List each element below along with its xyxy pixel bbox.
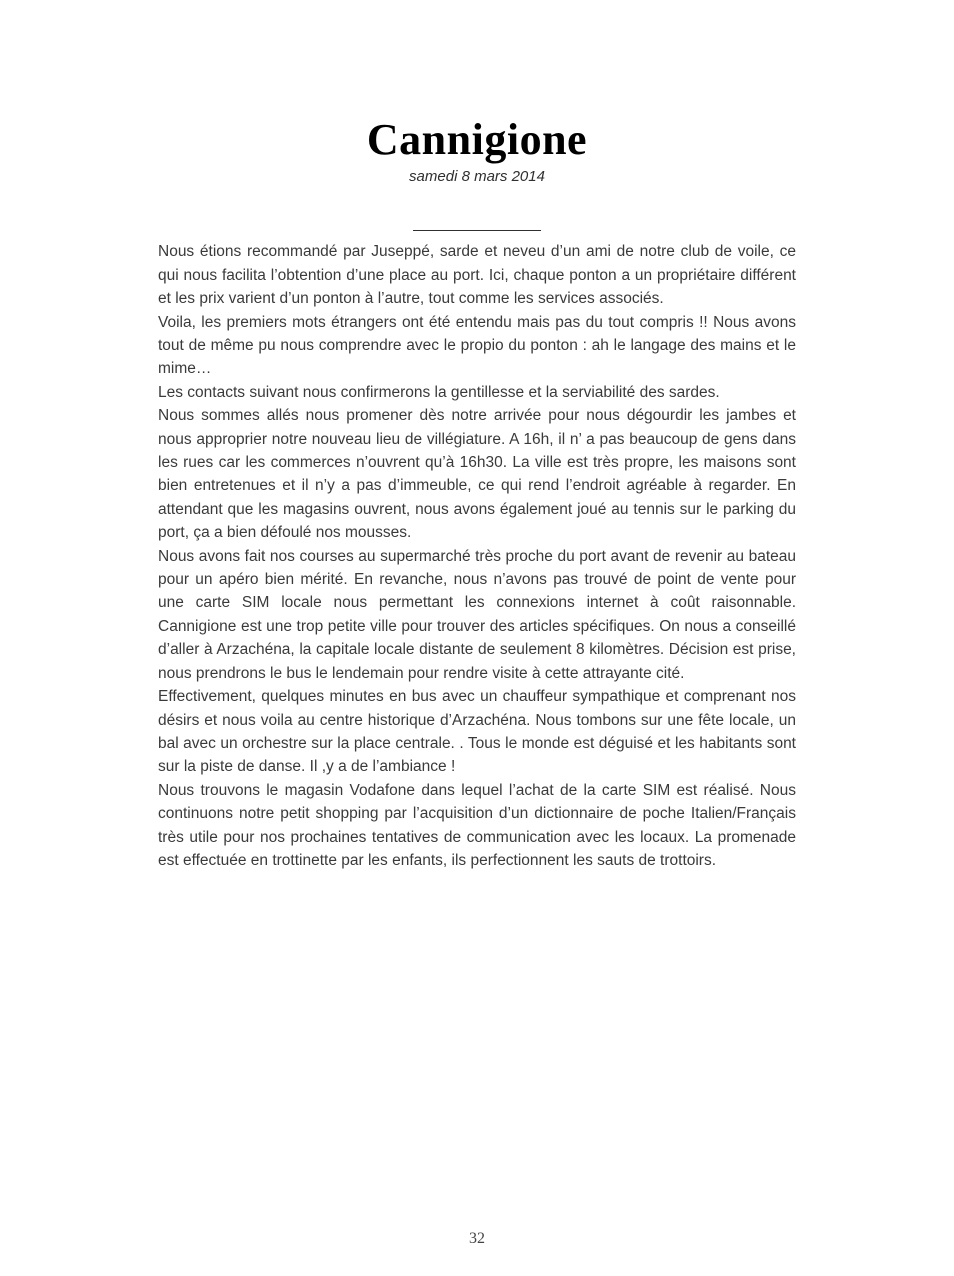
paragraph: Nous trouvons le magasin Vodafone dans lequel l’achat de la carte SIM est réalisé. Nous continuons notre petit shopping par l’acquisition d’un dictionnaire de poche Italien/Français très utile pour nos prochaines tentatives de communication avec les locaux. La promenade est effectuée en trottinette par les enfants, ils perfectionnent les sauts de trottoirs.: [158, 781, 796, 869]
document-header: [0, 0, 954, 185]
body-text: [158, 240, 796, 872]
separator-line: [413, 230, 541, 231]
paragraph: Nous sommes allés nous promener dès notre arrivée pour nous dégourdir les jambes et nous approprier notre nouveau lieu de villégiature. A 16h, il n’ a pas beaucoup de gens dans les rues car les commerces n’ouvrent qu’à 16h30. La ville est très propre, les maisons sont bien entretenues et il n’y a pas d’immeuble, ce qui rend l’endroit agréable à regarder. En attendant que les magasins ouvrent, nous avons également joué au tennis sur le parking du port, ça a bien défoulé nos mousses.: [158, 407, 796, 542]
paragraph: Les contacts suivant nous confirmerons la gentillesse et la serviabilité des sardes.: [158, 383, 720, 401]
document-footer: [0, 1230, 954, 1248]
paragraph: Nous avons fait nos courses au supermarché très proche du port avant de revenir au bateau pour un apéro bien mérité. En revanche, nous n’avons pas trouvé de point de vente pour une carte SIM locale nous permettant les connexions internet à coût raisonnable. Cannigione est une trop petite ville pour trouver des articles spécifiques. On nous a conseillé d’aller à Arzachéna, la capitale locale distante de seulement 8 kilomètres. Décision est prise, nous prendrons le bus le lendemain pour rendre visite à cette attrayante cité.: [158, 547, 796, 682]
paragraph: Voila, les premiers mots étrangers ont été entendu mais pas du tout compris !! Nous avons tout de même pu nous comprendre avec le propio du ponton : ah le langage des mains et le mime…: [158, 313, 796, 378]
paragraph: Nous étions recommandé par Juseppé, sarde et neveu d’un ami de notre club de voile, ce qui nous facilita l’obtention d’une place au port. Ici, chaque ponton a un propriétaire différent et les prix varient d’un ponton à l’autre, tout comme les services associés.: [158, 243, 796, 308]
page-title: Cannigione: [366, 115, 588, 164]
page-number: 32: [469, 1230, 485, 1247]
date-subtitle: samedi 8 mars 2014: [409, 168, 545, 186]
paragraph: Effectivement, quelques minutes en bus avec un chauffeur sympathique et comprenant nos désirs et nous voila au centre historique d’Arzachéna. Nous tombons sur une fête locale, un bal avec un orchestre sur la place centrale. . Tous le monde est déguisé et les habitants sont sur la piste de danse. Il ,y a de l’ambiance !: [158, 688, 796, 776]
